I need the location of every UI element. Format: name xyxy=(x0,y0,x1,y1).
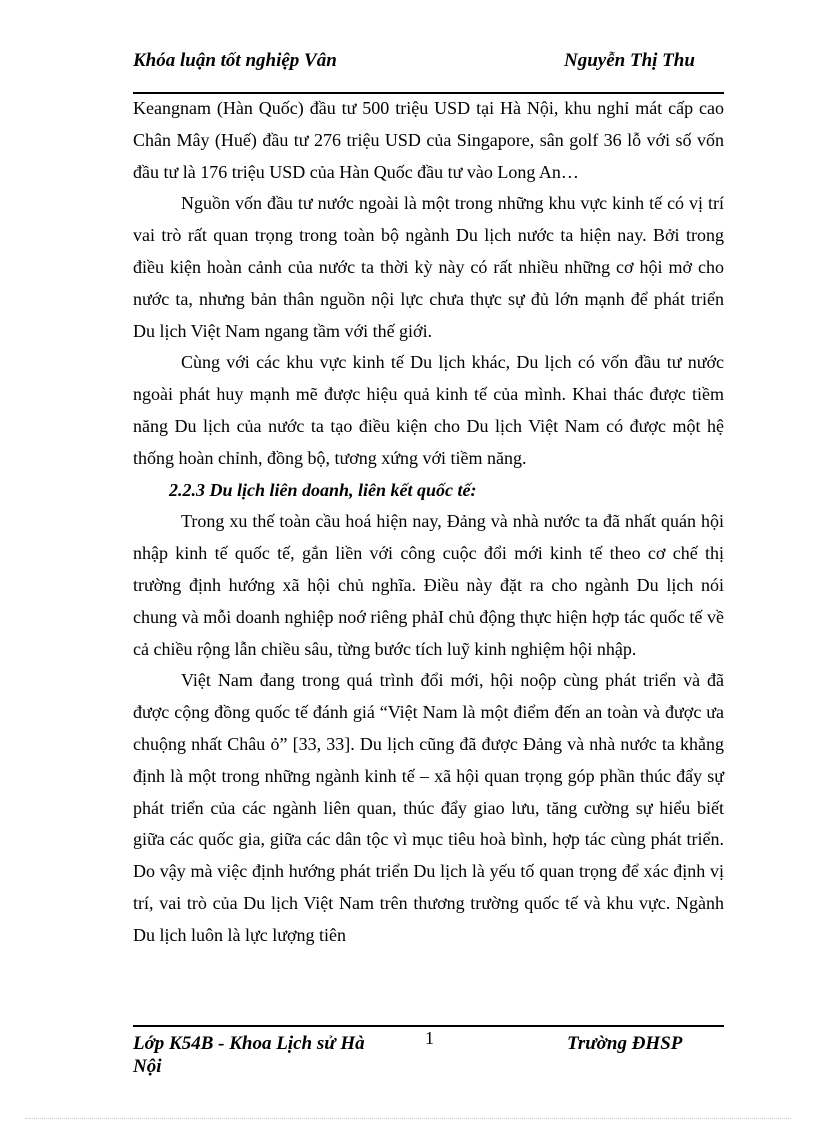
paragraph: Keangnam (Hàn Quốc) đầu tư 500 triệu USD tại Hà Nội, khu nghỉ mát cấp cao Chân Mây (Huế) đầu tư 276 triệu USD của Singapore, sân golf 36 lỗ với số vốn đầu tư là 176 triệu USD của Hàn Quốc đầu tư vào Long An… xyxy=(133,98,724,182)
page-edge-dotted-line xyxy=(25,1118,791,1119)
header-author: Nguyễn Thị Thu xyxy=(564,50,695,71)
paragraph: Cùng với các khu vực kinh tế Du lịch khác, Du lịch có vốn đầu tư nước ngoài phát huy mạnh mẽ được hiệu quả kinh tế của mình. Khai thác được tiềm năng Du lịch của nước ta tạo điều kiện cho Du lịch Việt Nam có được một hệ thống hoàn chỉnh, đồng bộ, tương xứng với tiềm năng. xyxy=(133,352,724,468)
paragraph: Trong xu thế toàn cầu hoá hiện nay, Đảng và nhà nước ta đã nhất quán hội nhập kinh tế quốc tế, gắn liền với công cuộc đổi mới kinh tế theo cơ chế thị trường định hướng xã hội chủ nghĩa. Điều này đặt ra cho ngành Du lịch nói chung và mỗi doanh nghiệp noớ riêng phảI chủ động thực hiện hợp tác quốc tế về cả chiều rộng lẫn chiều sâu, từng bước tích luỹ kinh nghiệm hội nhập. xyxy=(133,511,724,659)
document-body xyxy=(133,93,724,952)
footer-class-department: Lớp K54B - Khoa Lịch sử Hà Nội xyxy=(133,1033,365,1077)
page-number: 1 xyxy=(425,1028,434,1048)
header-thesis-title: Khóa luận tốt nghiệp Vân xyxy=(133,50,337,71)
paragraph: Nguồn vốn đầu tư nước ngoài là một trong những khu vực kinh tế có vị trí vai trò rất quan trọng trong toàn bộ ngành Du lịch nước ta hiện nay. Bởi trong điều kiện hoàn cảnh của nước ta thời kỳ này có rất nhiều những cơ hội mở cho nước ta, nhưng bản thân nguồn nội lực chưa thực sự đủ lớn mạnh để phát triển Du lịch Việt Nam ngang tầm với thế giới. xyxy=(133,193,724,341)
footer-university: Trường ĐHSP xyxy=(567,1033,683,1054)
section-heading: 2.2.3 Du lịch liên doanh, liên kết quốc tế: xyxy=(169,479,477,500)
paragraph: Việt Nam đang trong quá trình đổi mới, hội noộp cùng phát triển và đã được cộng đồng quốc tế đánh giá “Việt Nam là một điểm đến an toàn và được ưa chuộng nhất Châu ỏ” [33, 33]. Du lịch cũng đã được Đảng và nhà nước ta khẳng định là một trong những ngành kinh tế – xã hội quan trọng góp phần thúc đẩy sự phát triển của các ngành liên quan, thúc đẩy giao lưu, tăng cường sự hiểu biết giữa các quốc gia, giữa các dân tộc vì mục tiêu hoà bình, hợp tác cùng phát triển. Do vậy mà việc định hướng phát triển Du lịch là yếu tố quan trọng để xác định vị trí, vai trò của Du lịch Việt Nam trên thương trường quốc tế và khu vực. Ngành Du lịch luôn là lực lượng tiên xyxy=(133,670,724,945)
footer-divider xyxy=(133,1025,724,1027)
